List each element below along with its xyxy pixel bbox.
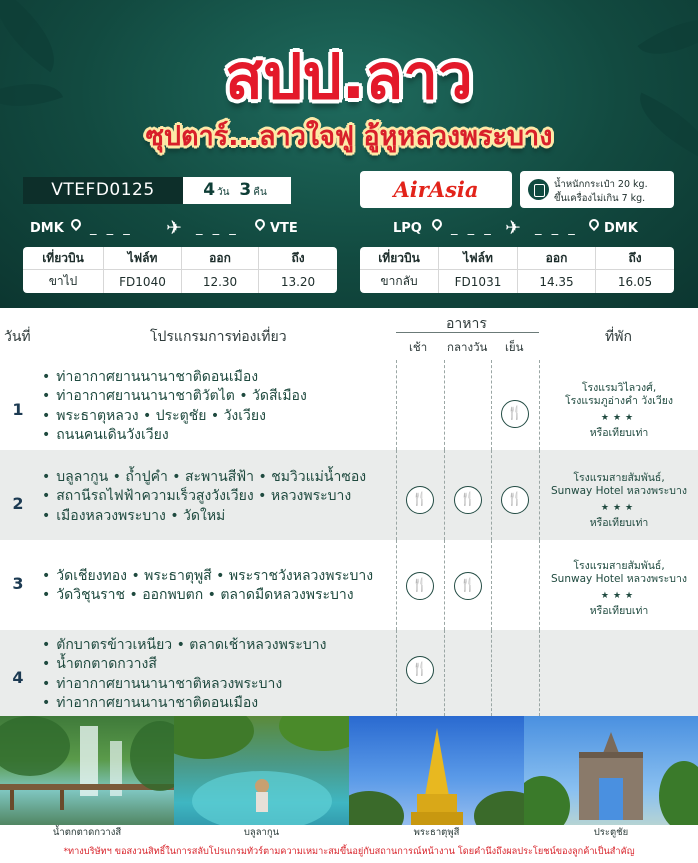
airplane-icon: ✈ [505,217,521,239]
itinerary-row-day-1 [0,360,698,450]
location-pin-icon [253,217,267,231]
airplane-icon: ✈ [166,217,182,239]
photo-caption: น้ำตกตาดกวางสี [0,825,174,840]
flight-number: FD1031 [439,270,518,293]
carry-on-weight: ขึ้นเครื่องไม่เกิน 7 kg. [554,193,646,204]
dinner-header: เย็น [505,340,524,354]
activity-item: • บลูลากูน • ถ้ำปูคำ • สะพานสีฟ้า • ชมวิวแม่น้ำซอง [42,468,366,487]
hotel-note: หรือเทียบเท่า [589,605,649,617]
activity-item: • ถนนคนเดินวังเวียง [42,426,307,445]
route-dashes: _ _ _ [196,221,239,236]
fork-spoon-icon: 🍴 [406,486,434,514]
column-divider [444,450,445,540]
photo-caption: พระธาตุพูสี [349,825,524,840]
hotel-name: โรงแรมวิไลวงศ์, [581,382,657,394]
column-divider [539,630,540,716]
baggage-weight: น้ำหนักกระเป๋า 20 kg. [554,179,648,190]
days-unit: วัน [217,187,230,198]
column-divider [491,450,492,540]
inbound-route [393,218,683,240]
flight-arrive: 16.05 [617,274,653,289]
column-divider [444,540,445,630]
fork-spoon-icon: 🍴 [501,400,529,428]
luggage-icon [528,179,549,200]
flight-arrive: 13.20 [280,274,316,289]
column-divider [491,360,492,450]
col-header: ไฟล์ท [439,247,518,270]
column-divider [396,630,397,716]
meals-column-header: อาหาร [446,316,487,332]
activity-item: • ท่าอากาศยานนานาชาติวัตไต • วัดสีเมือง [42,387,307,406]
day-number: 2 [12,494,24,513]
route-dashes: _ _ _ [90,221,133,236]
tour-code: VTEFD0125 [23,177,183,204]
stupa-illustration [349,716,524,840]
location-pin-icon [430,217,444,231]
route-dashes: _ _ _ [535,221,578,236]
route-destination: DMK [604,221,638,236]
activity-item: • เมืองหลวงพระบาง • วัดใหม่ [42,507,366,526]
col-header: ไฟล์ท [104,247,182,270]
hotel-info [540,560,698,618]
fork-spoon-icon: 🍴 [454,572,482,600]
photo-caption: บลูลากูน [174,825,349,840]
location-pin-icon [69,217,83,231]
activity-list [42,567,373,606]
itinerary-header [0,308,698,360]
baggage-info [520,171,674,208]
flight-row [360,270,674,293]
activity-item: • สถานีรถไฟฟ้าความเร็วสูงวังเวียง • หลวงพระบาง [42,487,366,506]
column-divider [396,450,397,540]
hotel-info [540,472,698,530]
activity-item: • ท่าอากาศยานนานาชาติดอนเมือง [42,368,307,387]
nights-count: 3 [239,180,252,200]
col-header: เที่ยวบิน [23,247,104,270]
flight-number: FD1040 [104,270,182,293]
route-dashes: _ _ _ [451,221,494,236]
hotel-note: หรือเทียบเท่า [589,517,649,529]
fork-spoon-icon: 🍴 [406,656,434,684]
star-rating: ★★★ [600,503,638,513]
itinerary-row-day-3 [0,540,698,630]
itinerary-row-day-4 [0,630,698,716]
lagoon-photo [174,716,349,840]
outbound-flight-table [23,247,337,293]
activity-item: • วัดเชียงทอง • พระธาตุพูสี • พระราชวังหลวงพระบาง [42,567,373,586]
hotel-note: หรือเทียบเท่า [589,427,649,439]
itinerary-row-day-2 [0,450,698,540]
hero-header [0,0,698,308]
column-divider [444,630,445,716]
hotel-column-header: ที่พัก [605,329,632,345]
photo-caption: ประตูชัย [524,825,698,840]
airline-logo: AirAsia [360,171,512,208]
activity-list [42,368,307,445]
hotel-info [540,382,698,440]
waterfall-photo [0,716,174,840]
flight-depart: 12.30 [182,270,259,293]
hotel-name: โรงแรมสายสัมพันธ์, [573,472,665,484]
column-divider [396,540,397,630]
hotel-name: โรงแรมสายสัมพันธ์, [573,560,665,572]
column-divider [444,360,445,450]
day-column-header: วันที่ [4,329,31,345]
page-subtitle: ซุปตาร์...ลาวใจฟู อู้หูหลวงพระบาง [145,121,553,152]
col-header: เที่ยวบิน [360,247,439,270]
fork-spoon-icon: 🍴 [406,572,434,600]
route-origin: DMK [30,221,64,236]
location-pin-icon [587,217,601,231]
column-divider [491,540,492,630]
col-header: ออก [518,247,596,270]
column-divider [396,360,397,450]
fork-spoon-icon: 🍴 [454,486,482,514]
col-header: ถึง [596,247,674,270]
activity-item: • ท่าอากาศยานนานาชาติดอนเมือง [42,694,326,713]
activity-list [42,468,366,526]
photo-strip [0,716,698,840]
activity-list [42,636,326,713]
hotel-name-alt: Sunway Hotel หลวงพระบาง [551,573,687,585]
lagoon-illustration [174,716,349,840]
flight-leg: ขาไป [23,270,104,293]
inbound-flight-table [360,247,674,293]
activity-item: • ท่าอากาศยานนานาชาติหลวงพระบาง [42,675,326,694]
program-column-header: โปรแกรมการท่องเที่ยว [150,329,287,345]
breakfast-header: เช้า [409,340,428,354]
day-number: 3 [12,574,24,593]
golden-stupa-photo [349,716,524,840]
hotel-name-alt: โรงแรมภูอ่างคำ วังเวียง [564,395,674,407]
star-rating: ★★★ [600,591,638,601]
col-header: ถึง [259,247,337,270]
day-number: 1 [12,400,24,419]
route-origin: LPQ [393,221,422,236]
fork-spoon-icon: 🍴 [501,486,529,514]
outbound-route [30,218,320,240]
days-count: 4 [203,180,216,200]
route-destination: VTE [270,221,298,236]
hotel-name-alt: Sunway Hotel หลวงพระบาง [551,485,687,497]
flight-depart: 14.35 [518,270,596,293]
column-divider [491,630,492,716]
disclaimer-note: *ทางบริษัทฯ ขอสงวนสิทธิ์ในการสลับโปรแกรมทัวร์ตามความเหมาะสมขึ้นอยู่กับสถานการณ์หน้างาน โดยคำนึงถึงผลประโยชน์ของลูกค้าเป็นสำคัญ [0,840,698,863]
activity-item: • น้ำตกตาดกวางสี [42,655,326,674]
col-header: ออก [182,247,259,270]
activity-item: • พระธาตุหลวง • ประตูชัย • วังเวียง [42,407,307,426]
lunch-header: กลางวัน [447,340,488,354]
victory-gate-photo [524,716,698,840]
flight-table-header [23,247,337,270]
activity-item: • วัดวิชุนราช • ออกพบตก • ตลาดมืดหลวงพระบาง [42,586,373,605]
meals-divider [396,332,539,333]
activity-item: • ตักบาตรข้าวเหนียว • ตลาดเช้าหลวงพระบาง [42,636,326,655]
flight-row [23,270,337,293]
day-number: 4 [12,668,24,687]
star-rating: ★★★ [600,413,638,423]
flight-leg: ขากลับ [360,270,439,293]
page-title: สปป.ลาว [225,40,473,113]
gate-illustration [524,716,698,840]
waterfall-illustration [0,716,174,840]
nights-unit: คืน [253,187,267,198]
trip-duration [183,177,291,204]
flight-table-header [360,247,674,270]
